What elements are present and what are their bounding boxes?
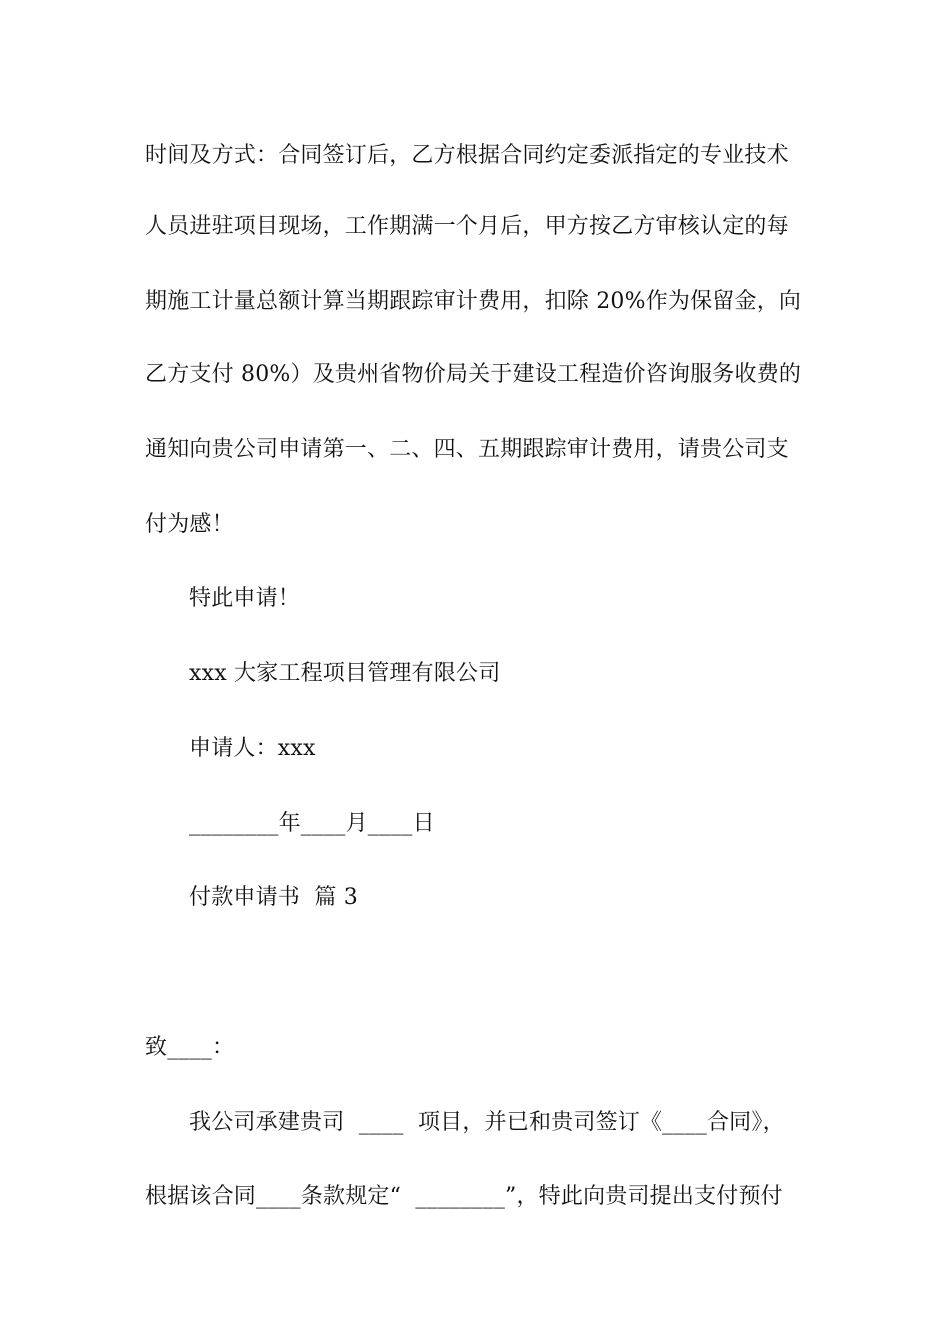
body-line: 我公司承建贵司 ____ 项目，并已和贵司签订《____合同》， bbox=[189, 1110, 785, 1135]
applicant-line: 申请人：xxx bbox=[189, 736, 316, 761]
body-line: 通知向贵公司申请第一、二、四、五期跟踪审计费用，请贵公司支 bbox=[145, 437, 789, 462]
body-line: 时间及方式：合同签订后，乙方根据合同约定委派指定的专业技术 bbox=[145, 143, 789, 168]
body-line: 乙方支付 80%）及贵州省物价局关于建设工程造价咨询服务收费的 bbox=[145, 362, 802, 387]
body-line: 付为感！ bbox=[145, 512, 234, 537]
closing-text: 特此申请！ bbox=[189, 586, 301, 611]
date-line: ________年____月____日 bbox=[189, 811, 435, 836]
body-line: 期施工计量总额计算当期跟踪审计费用，扣除 20%作为保留金，向 bbox=[145, 289, 802, 314]
company-name: xxx 大家工程项目管理有限公司 bbox=[189, 661, 501, 686]
salutation-line: 致____： bbox=[145, 1035, 235, 1060]
body-line: 根据该合同____条款规定“ ________”，特此向贵司提出支付预付 bbox=[145, 1184, 783, 1209]
section-title: 付款申请书 篇 3 bbox=[189, 885, 358, 910]
body-line: 人员进驻项目现场，工作期满一个月后，甲方按乙方审核认定的每 bbox=[145, 214, 789, 239]
